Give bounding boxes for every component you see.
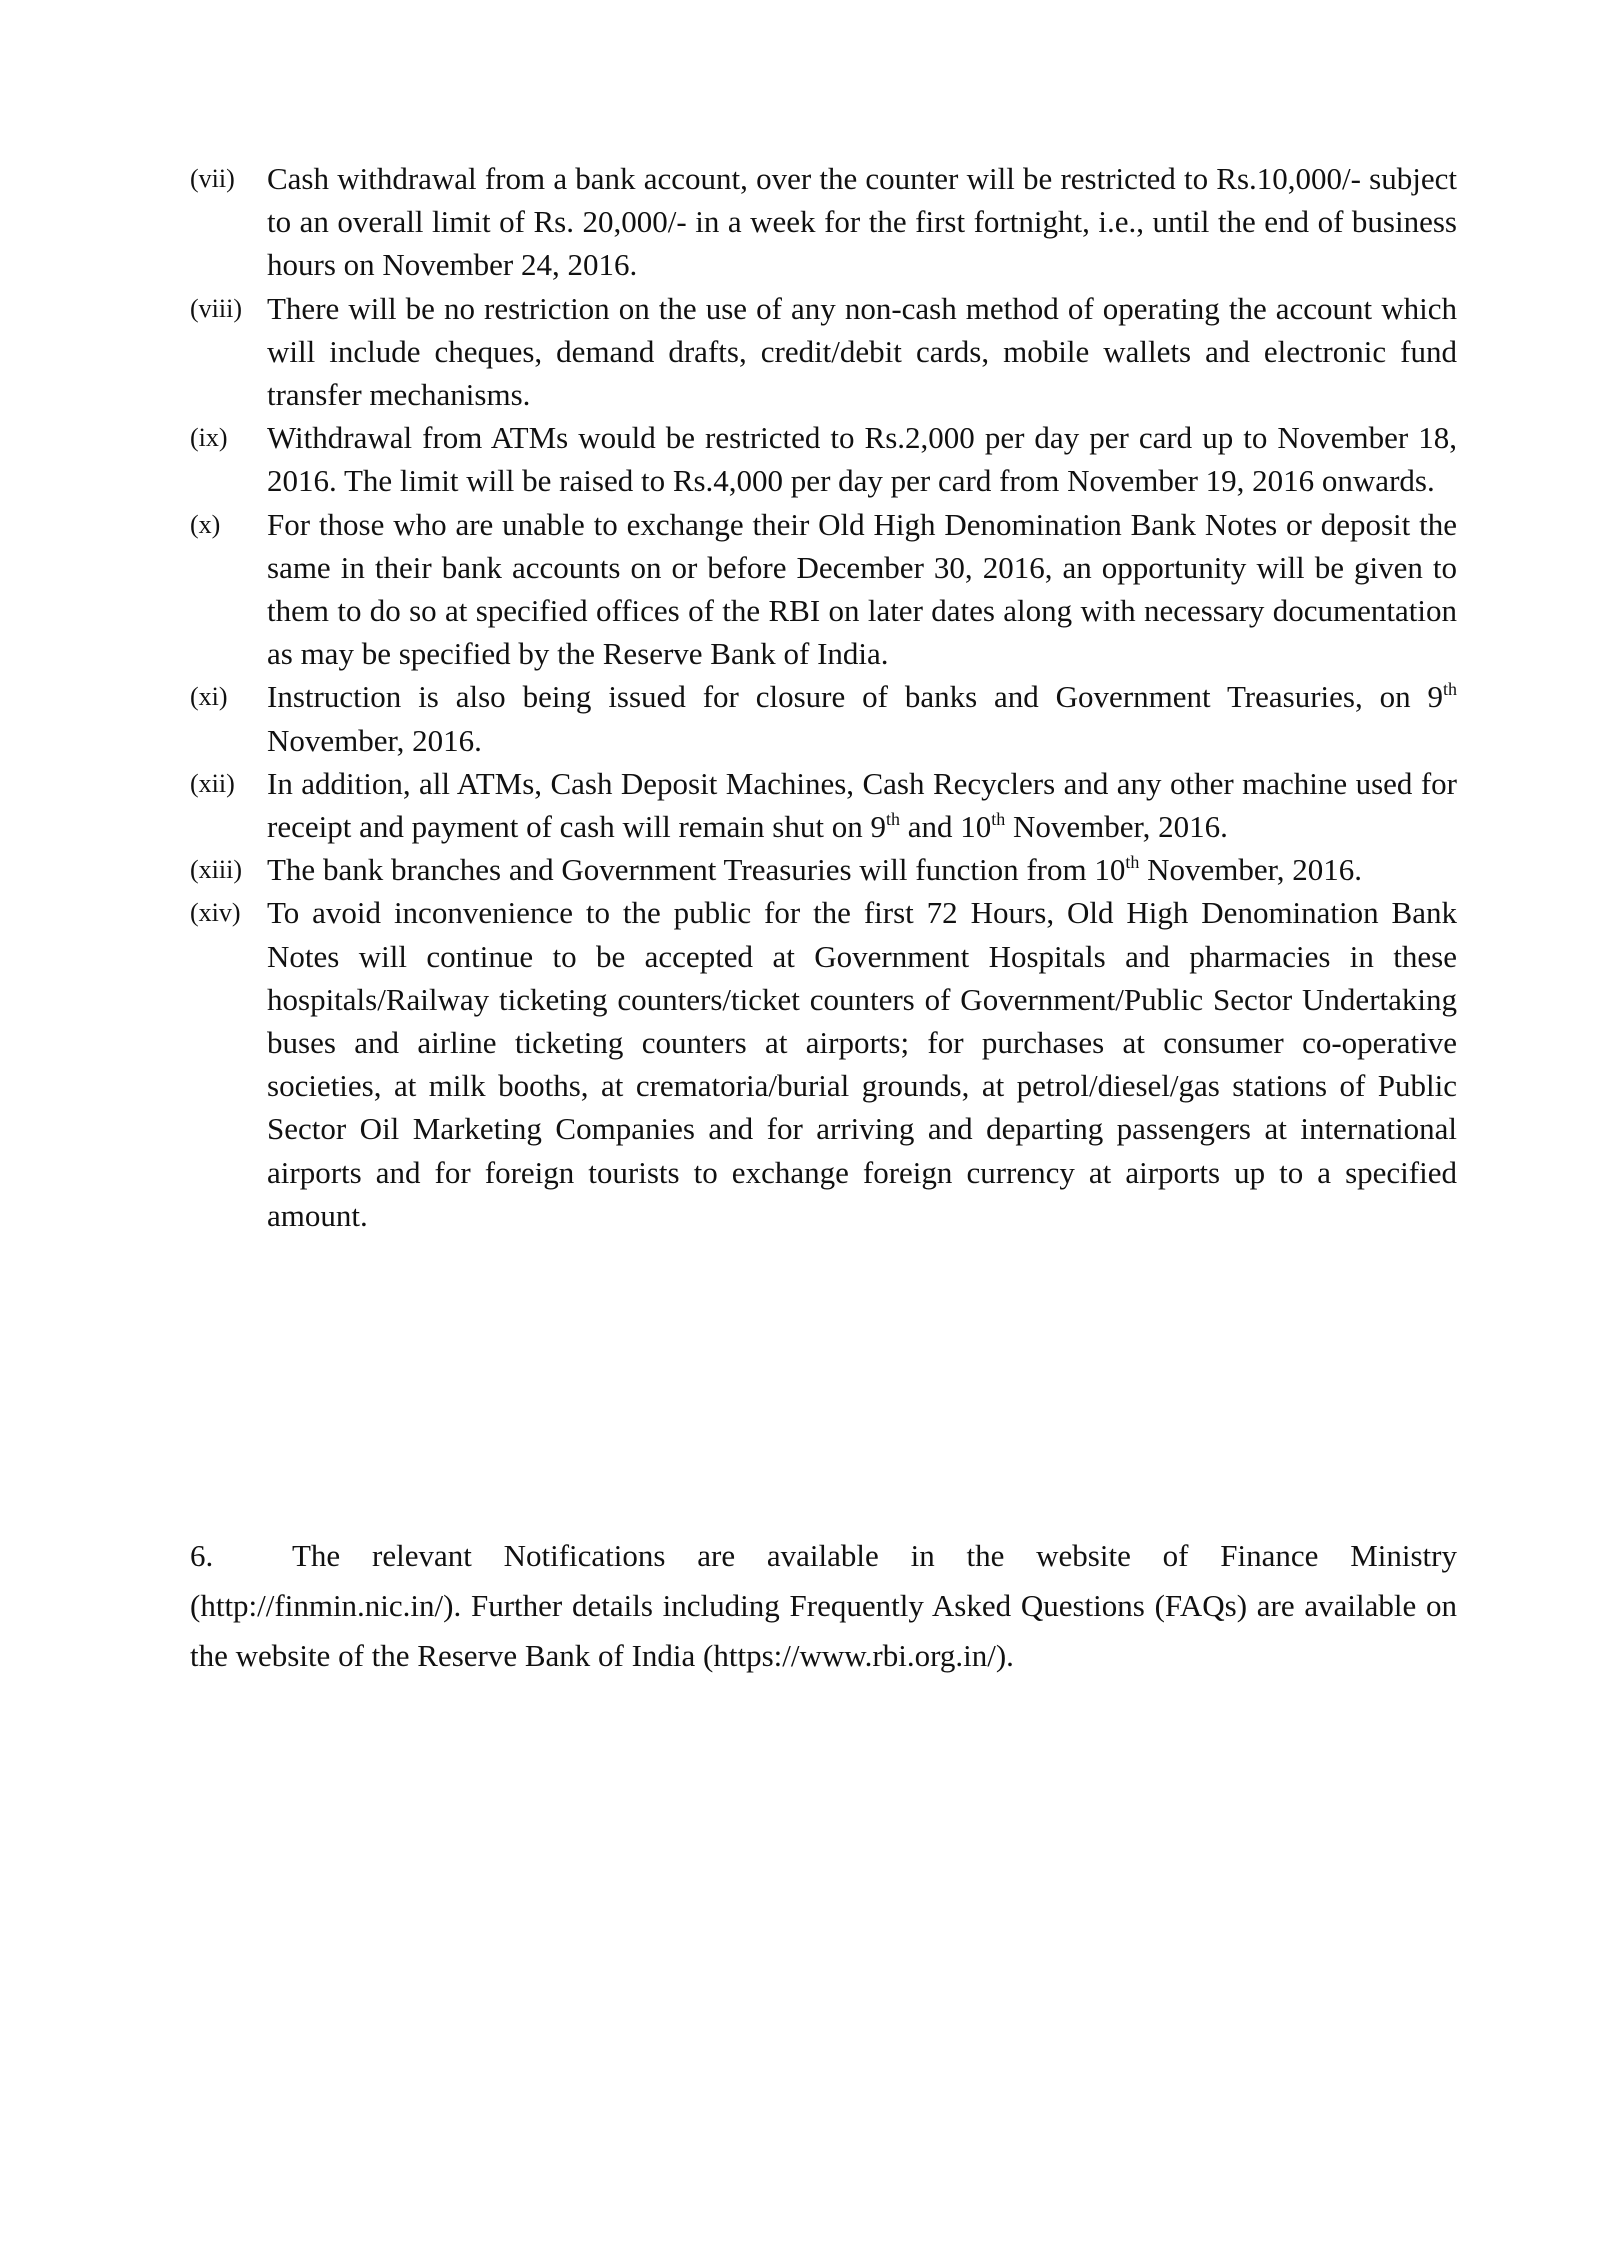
ordinal-superscript: th bbox=[1442, 679, 1457, 700]
paragraph-number: 6. bbox=[190, 1538, 214, 1573]
text-segment: November, 2016. bbox=[267, 722, 482, 758]
item-text: Cash withdrawal from a bank account, over the counter will be restricted to Rs.10,000/- subject to an overall limit of Rs. 20,000/- in a week for the first fortnight, i.e., until the end of business hours on November 24, 2016. bbox=[267, 161, 1457, 283]
text-segment: ). bbox=[995, 1638, 1014, 1673]
ordinal-superscript: th bbox=[1125, 852, 1140, 873]
rbi-url: https://www.rbi.org.in/ bbox=[713, 1638, 996, 1673]
list-item-xiii bbox=[190, 848, 1457, 891]
ordinal-superscript: th bbox=[991, 809, 1006, 830]
item-label: (viii) bbox=[190, 293, 242, 323]
list-item-xi bbox=[190, 675, 1457, 761]
text-segment: The bank branches and Government Treasuries will function from 10 bbox=[267, 852, 1126, 888]
text-segment: Instruction is also being issued for closure of banks and Government Treasuries, on 9 bbox=[267, 679, 1443, 715]
item-label: (xiv) bbox=[190, 898, 241, 928]
text-segment: November, 2016. bbox=[1139, 852, 1362, 888]
item-label: (vii) bbox=[190, 164, 235, 193]
item-label: (xii) bbox=[190, 768, 235, 798]
list-item-x bbox=[190, 503, 1457, 676]
text-segment: ). Further details including Frequently Asked Questions (FAQs) are available on the website of the Reserve Bank of India ( bbox=[190, 1588, 1457, 1673]
list-item-viii bbox=[190, 287, 1457, 417]
text-segment: The relevant Notifications are available in the website of Finance Ministry ( bbox=[190, 1538, 1457, 1623]
paragraph-6 bbox=[190, 1531, 1457, 1681]
item-text: To avoid inconvenience to the public for the first 72 Hours, Old High Denomination Bank Notes will continue to be accepted at Government Hospitals and pharmacies in these hospitals/Railway ticketing counters/ticket counters of Government/Public Sector Undertaking buses and airline ticketing counters at airports; for purchases at consumer co-operative societies, at milk booths, at crematoria/burial grounds, at petrol/diesel/gas stations of Public Sector Oil Marketing Companies and for arriving and departing passengers at international airports and for foreign tourists to exchange foreign currency at airports up to a specified amount. bbox=[267, 895, 1457, 1233]
finance-ministry-url: http://finmin.nic.in/ bbox=[200, 1588, 444, 1623]
item-text bbox=[267, 675, 1457, 761]
text-segment: and 10 bbox=[899, 809, 992, 845]
item-label: (ix) bbox=[190, 423, 228, 453]
text-segment: November, 2016. bbox=[1005, 809, 1228, 845]
measures-list bbox=[190, 157, 1457, 1237]
list-item-xiv bbox=[190, 891, 1457, 1237]
item-text: Withdrawal from ATMs would be restricted to Rs.2,000 per day per card up to November 18, 2016. The limit will be raised to Rs.4,000 per day per card from November 19, 2016 onwards. bbox=[267, 420, 1457, 499]
ordinal-superscript: th bbox=[885, 809, 900, 830]
text-segment: In addition, all ATMs, Cash Deposit Machines, Cash Recyclers and any other machine used for receipt and payment of cash will remain shut on 9 bbox=[267, 765, 1457, 845]
list-item-xii bbox=[190, 762, 1457, 848]
item-text bbox=[267, 762, 1457, 848]
item-text: There will be no restriction on the use of any non-cash method of operating the account which will include cheques, demand drafts, credit/debit cards, mobile wallets and electronic fund transfer mechanisms. bbox=[267, 290, 1457, 413]
item-text: For those who are unable to exchange their Old High Denomination Bank Notes or deposit the same in their bank accounts on or before December 30, 2016, an opportunity will be given to them to do so at specified offices of the RBI on later dates along with necessary documentation as may be specified by the Reserve Bank of India. bbox=[267, 506, 1457, 672]
list-item-vii bbox=[190, 157, 1457, 287]
item-label: (x) bbox=[190, 509, 221, 539]
item-label: (xiii) bbox=[190, 855, 242, 885]
item-label: (xi) bbox=[190, 682, 228, 712]
list-item-ix bbox=[190, 416, 1457, 502]
item-text bbox=[267, 848, 1457, 891]
